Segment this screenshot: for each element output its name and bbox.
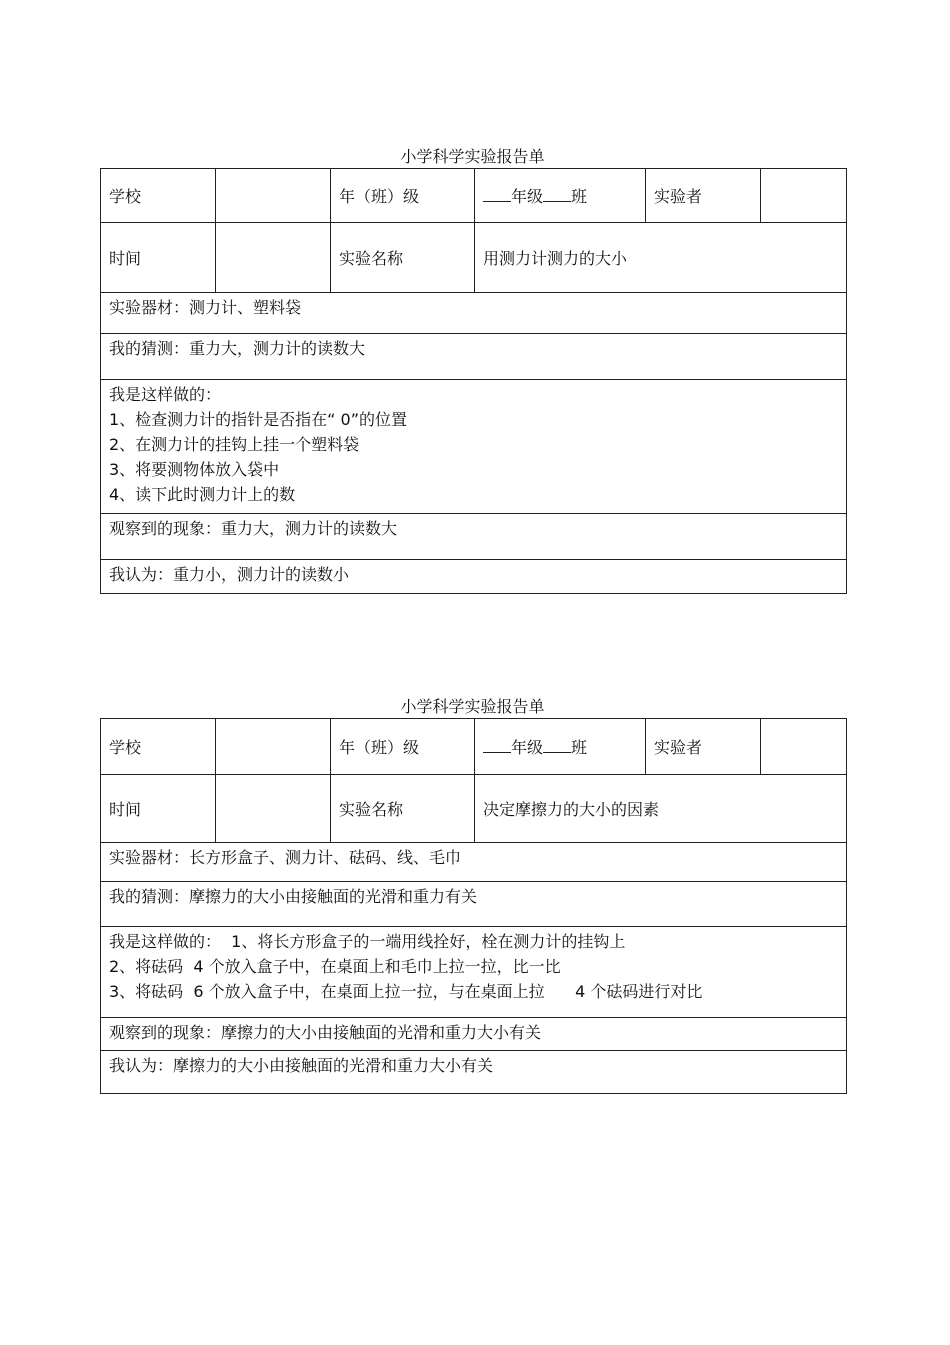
conclusion-row: 我认为：重力小，测力计的读数小 <box>101 560 847 594</box>
grade-text: 年级 <box>511 187 544 206</box>
grade-blank <box>483 736 511 753</box>
experimenter-label: 实验者 <box>646 719 761 775</box>
class-label: 年（班）级 <box>331 719 475 775</box>
procedure-row <box>101 380 847 514</box>
school-value <box>216 719 331 775</box>
experiment-name-label: 实验名称 <box>331 775 475 843</box>
procedure-line: 1、检查测力计的指针是否指在“ 0”的位置 <box>109 410 408 429</box>
class-label: 年（班）级 <box>331 169 475 223</box>
observation-row: 观察到的现象：重力大，测力计的读数大 <box>101 514 847 560</box>
observation-row: 观察到的现象：摩擦力的大小由接触面的光滑和重力大小有关 <box>101 1018 847 1051</box>
grade-text: 年级 <box>511 738 544 757</box>
school-label: 学校 <box>101 169 216 223</box>
guess-row: 我的猜测：重力大，测力计的读数大 <box>101 334 847 380</box>
report-title: 小学科学实验报告单 <box>400 147 545 166</box>
experiment-name-label: 实验名称 <box>331 223 475 293</box>
experiment-name-value: 决定摩擦力的大小的因素 <box>475 775 847 843</box>
conclusion-row: 我认为：摩擦力的大小由接触面的光滑和重力大小有关 <box>101 1051 847 1094</box>
materials-row: 实验器材：测力计、塑料袋 <box>101 293 847 334</box>
procedure-line: 我是这样做的： <box>109 385 222 404</box>
procedure-line: 2、在测力计的挂钩上挂一个塑料袋 <box>109 435 360 454</box>
class-blank <box>543 736 571 753</box>
procedure-line: 我是这样做的： 1、将长方形盒子的一端用线拴好，栓在测力计的挂钩上 <box>109 932 626 951</box>
materials-row: 实验器材：长方形盒子、测力计、砝码、线、毛巾 <box>101 843 847 882</box>
procedure-line: 3、将砝码 6 个放入盒子中，在桌面上拉一拉，与在桌面上拉 4 个砝码进行对比 <box>109 982 703 1001</box>
grade-blank <box>483 185 511 202</box>
experimenter-value <box>761 719 847 775</box>
experiment-name-value: 用测力计测力的大小 <box>475 223 847 293</box>
report-table <box>100 168 847 594</box>
class-value <box>475 169 646 223</box>
time-value <box>216 223 331 293</box>
class-text: 班 <box>571 738 588 757</box>
report-title: 小学科学实验报告单 <box>400 697 545 716</box>
guess-row: 我的猜测：摩擦力的大小由接触面的光滑和重力有关 <box>101 882 847 927</box>
time-label: 时间 <box>101 223 216 293</box>
time-label: 时间 <box>101 775 216 843</box>
experimenter-value <box>761 169 847 223</box>
school-label: 学校 <box>101 719 216 775</box>
experimenter-label: 实验者 <box>646 169 761 223</box>
procedure-line: 3、将要测物体放入袋中 <box>109 460 280 479</box>
procedure-line: 2、将砝码 4 个放入盒子中，在桌面上和毛巾上拉一拉，比一比 <box>109 957 561 976</box>
class-text: 班 <box>571 187 588 206</box>
time-value <box>216 775 331 843</box>
procedure-row <box>101 927 847 1018</box>
report-table <box>100 718 847 1094</box>
class-blank <box>543 185 571 202</box>
school-value <box>216 169 331 223</box>
class-value <box>475 719 646 775</box>
procedure-line: 4、读下此时测力计上的数 <box>109 485 296 504</box>
